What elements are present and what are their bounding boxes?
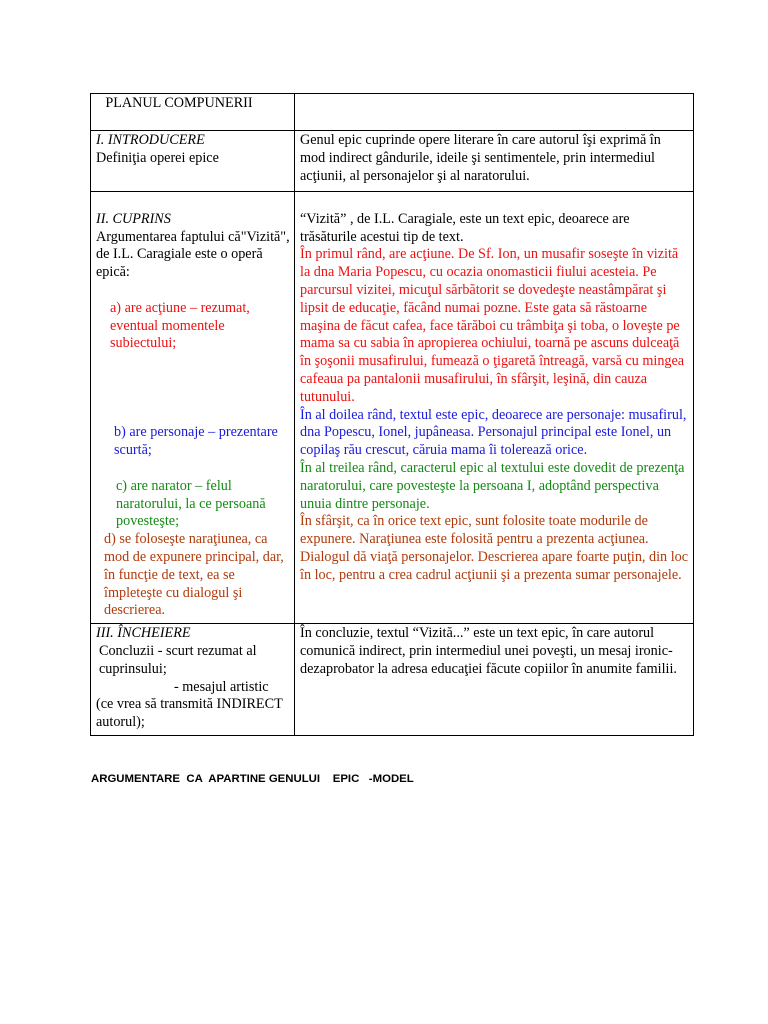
spacer xyxy=(96,193,290,211)
body-right-cell xyxy=(295,192,694,624)
intro-row xyxy=(91,131,694,192)
spacer xyxy=(300,193,689,211)
item-b-personaje: b) are personaje – prezentare scurtă; xyxy=(114,424,278,459)
end-right-cell xyxy=(295,624,694,736)
item-c-narator: c) are narator – felul naratorului, la ce persoană povesteşte; xyxy=(116,477,266,530)
body-left-cell xyxy=(91,192,295,624)
item-a-actiune: a) are acţiune – rezumat, eventual momentele subiectului; xyxy=(110,299,250,352)
body-subtitle: Argumentarea faptului că"Vizită", de I.L. Caragiale este o operă epică: xyxy=(96,228,290,281)
narator-paragraph: În al treilea rând, caracterul epic al textului este dovedit de prezenţa naratorului, care povesteşte la persoana I, adoptând perspectiva unuia dintre personaje. xyxy=(300,459,685,512)
body-row xyxy=(91,192,694,624)
end-title: III. ÎNCHEIERE xyxy=(96,625,191,642)
intro-text: Genul epic cuprinde opere literare în care autorul îşi exprimă în mod indirect gândurile, ideile şi sentimentele, prin intermediul acţiunii, al personajelor şi al naratorului. xyxy=(300,132,661,184)
header-left-cell xyxy=(91,94,295,131)
spacer xyxy=(96,371,290,389)
intro-title: I. INTRODUCERE xyxy=(96,132,205,148)
spacer xyxy=(96,353,290,371)
end-text: În concluzie, textul “Vizită...” este un text epic, în care autorul comunică indirect, prin intermediul unei poveşti, un mesaj ironic-dezaprobator la adresa educaţiei făcute copiilor în anumite familii. xyxy=(300,625,677,677)
spacer xyxy=(96,407,290,425)
footer-heading: ARGUMENTARE CA APARTINE GENULUI EPIC -MODEL xyxy=(91,773,414,785)
spacer xyxy=(96,282,290,300)
spacer xyxy=(96,460,290,478)
end-row xyxy=(91,624,694,736)
intro-subtitle: Definiţia operei epice xyxy=(96,149,219,166)
composition-plan-table xyxy=(90,93,694,736)
body-title: II. CUPRINS xyxy=(96,210,171,227)
personaje-paragraph: În al doilea rând, textul este epic, deoarece are personaje: musafirul, dna Popescu, Ionel, jupâneasa. Personajul principal este Ionel, un copilaş rău crescut, căruia mama îi tolerează orice. xyxy=(300,406,687,459)
plan-heading: PLANUL COMPUNERII xyxy=(105,95,253,111)
end-line-1: Concluzii - scurt rezumat al cuprinsului; xyxy=(99,642,257,677)
spacer xyxy=(96,389,290,407)
intro-left-cell xyxy=(91,131,295,192)
end-line-3: (ce vrea să transmită INDIRECT autorul); xyxy=(96,696,283,731)
header-right-cell xyxy=(295,94,694,131)
intro-right-cell xyxy=(295,131,694,192)
actiune-paragraph: În primul rând, are acţiune. De Sf. Ion, un musafir soseşte în vizită la dna Maria Popescu, cu ocazia onomasticii fiului acesteia. Pe parcursul vizitei, micuţul sărbătorit se dovedeşte neastâmpărat şi lipsit de educaţie, făcând numai pozne. Este gata să răstoarne maşina de făcut cafea, face tărăboi cu trâmbiţa şi toba, o loveşte pe mama sa cu sabia în apropierea ochiului, toarnă pe ascuns dulceaţă în şoşonii musafirului, fumează o ţigaretă întreagă, varsă cu mingea cafeaua pa pantalonii musafirului, în sfârşit, leşină, din cauza tutunului. xyxy=(300,246,685,405)
item-d-moduri: d) se foloseşte naraţiunea, ca mod de expunere principal, dar, în funcţie de text, ea se împleteşte cu dialogul şi descrierea. xyxy=(104,531,284,619)
table-header-row xyxy=(91,94,694,131)
body-intro-paragraph: “Vizită” , de I.L. Caragiale, este un text epic, deoarece are trăsăturile acestui tip de text. xyxy=(300,210,630,245)
moduri-paragraph: În sfârşit, ca în orice text epic, sunt folosite toate modurile de expunere. Naraţiunea este folosită pentru a prezenta acţiunea. Dialogul dă viaţă personajelor. Descrierea apare foarte puţin, din loc în loc, pentru a crea cadrul acţiunii şi a prezenta sumar personajele. xyxy=(300,513,689,583)
end-line-2: - mesajul artistic xyxy=(174,678,269,695)
end-left-cell xyxy=(91,624,295,736)
